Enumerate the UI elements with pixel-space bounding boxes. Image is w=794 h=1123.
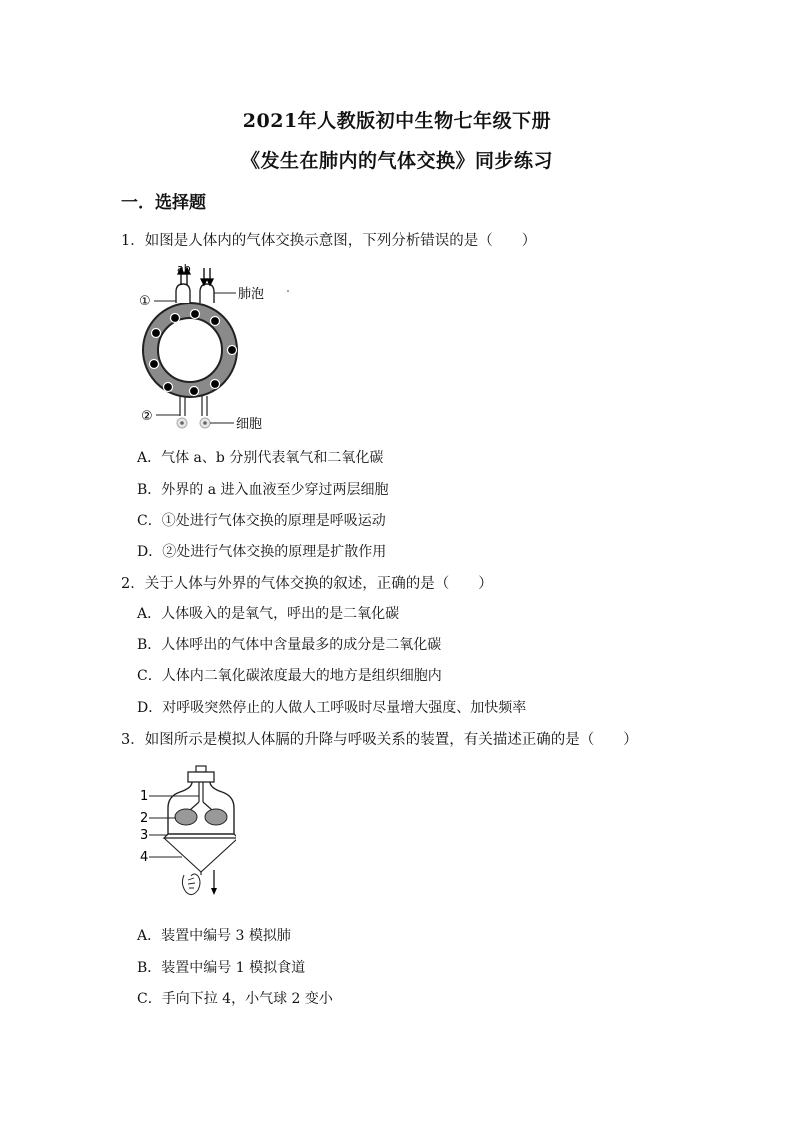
balloon-right [205, 809, 227, 825]
section-heading: 一．选择题 [121, 193, 206, 213]
label-2: 2 [140, 811, 149, 826]
label-alveolus: 肺泡 [238, 287, 265, 302]
alveoli [176, 284, 214, 303]
balloon-left [175, 809, 197, 825]
document-title-line1: 2021年人教版初中生物七年级下册 [242, 110, 552, 132]
question-3-option-b: B．装置中编号 1 模拟食道 [137, 960, 306, 976]
question-3-stem: 3．如图所示是模拟人体膈的升降与呼吸关系的装置，有关描述正确的是（ ） [121, 732, 638, 748]
capillary-lumen [158, 318, 222, 382]
label-4: 4 [140, 850, 149, 865]
question-3-option-a: A．装置中编号 3 模拟肺 [137, 928, 291, 944]
question-1-option-b: B．外界的 a 进入血液至少穿过两层细胞 [137, 482, 389, 498]
label-1: 1 [140, 789, 149, 804]
diaphragm-model-figure [136, 762, 236, 912]
question-2-option-c: C．人体内二氧化碳浓度最大的地方是组织细胞内 [137, 668, 442, 684]
label-ab: ab [177, 262, 191, 275]
label-cell: 细胞 [236, 417, 263, 432]
question-3-option-c: C．手向下拉 4，小气球 2 变小 [137, 991, 333, 1007]
question-1-option-d: D．②处进行气体交换的原理是扩散作用 [137, 544, 387, 560]
label-circle-2: ② [141, 409, 153, 424]
label-circle-1: ① [139, 294, 151, 309]
question-1-stem: 1．如图是人体内的气体交换示意图，下列分析错误的是（ ） [121, 233, 537, 249]
question-2-option-a: A．人体吸入的是氧气，呼出的是二氧化碳 [137, 606, 400, 622]
question-2-stem: 2．关于人体与外界的气体交换的叙述，正确的是（ ） [121, 576, 493, 592]
tissue-vessels [180, 396, 207, 416]
document-title-line2: 《发生在肺内的气体交换》同步练习 [240, 150, 553, 172]
question-1-option-c: C．①处进行气体交换的原理是呼吸运动 [137, 513, 386, 529]
gas-exchange-figure [136, 258, 296, 438]
label-3: 3 [140, 828, 149, 843]
question-1-option-a: A．气体 a、b 分别代表氧气和二氧化碳 [137, 450, 384, 466]
question-2-option-b: B．人体呼出的气体中含量最多的成分是二氧化碳 [137, 637, 442, 653]
question-2-option-d: D．对呼吸突然停止的人做人工呼吸时尽量增大强度、加快频率 [137, 700, 527, 716]
